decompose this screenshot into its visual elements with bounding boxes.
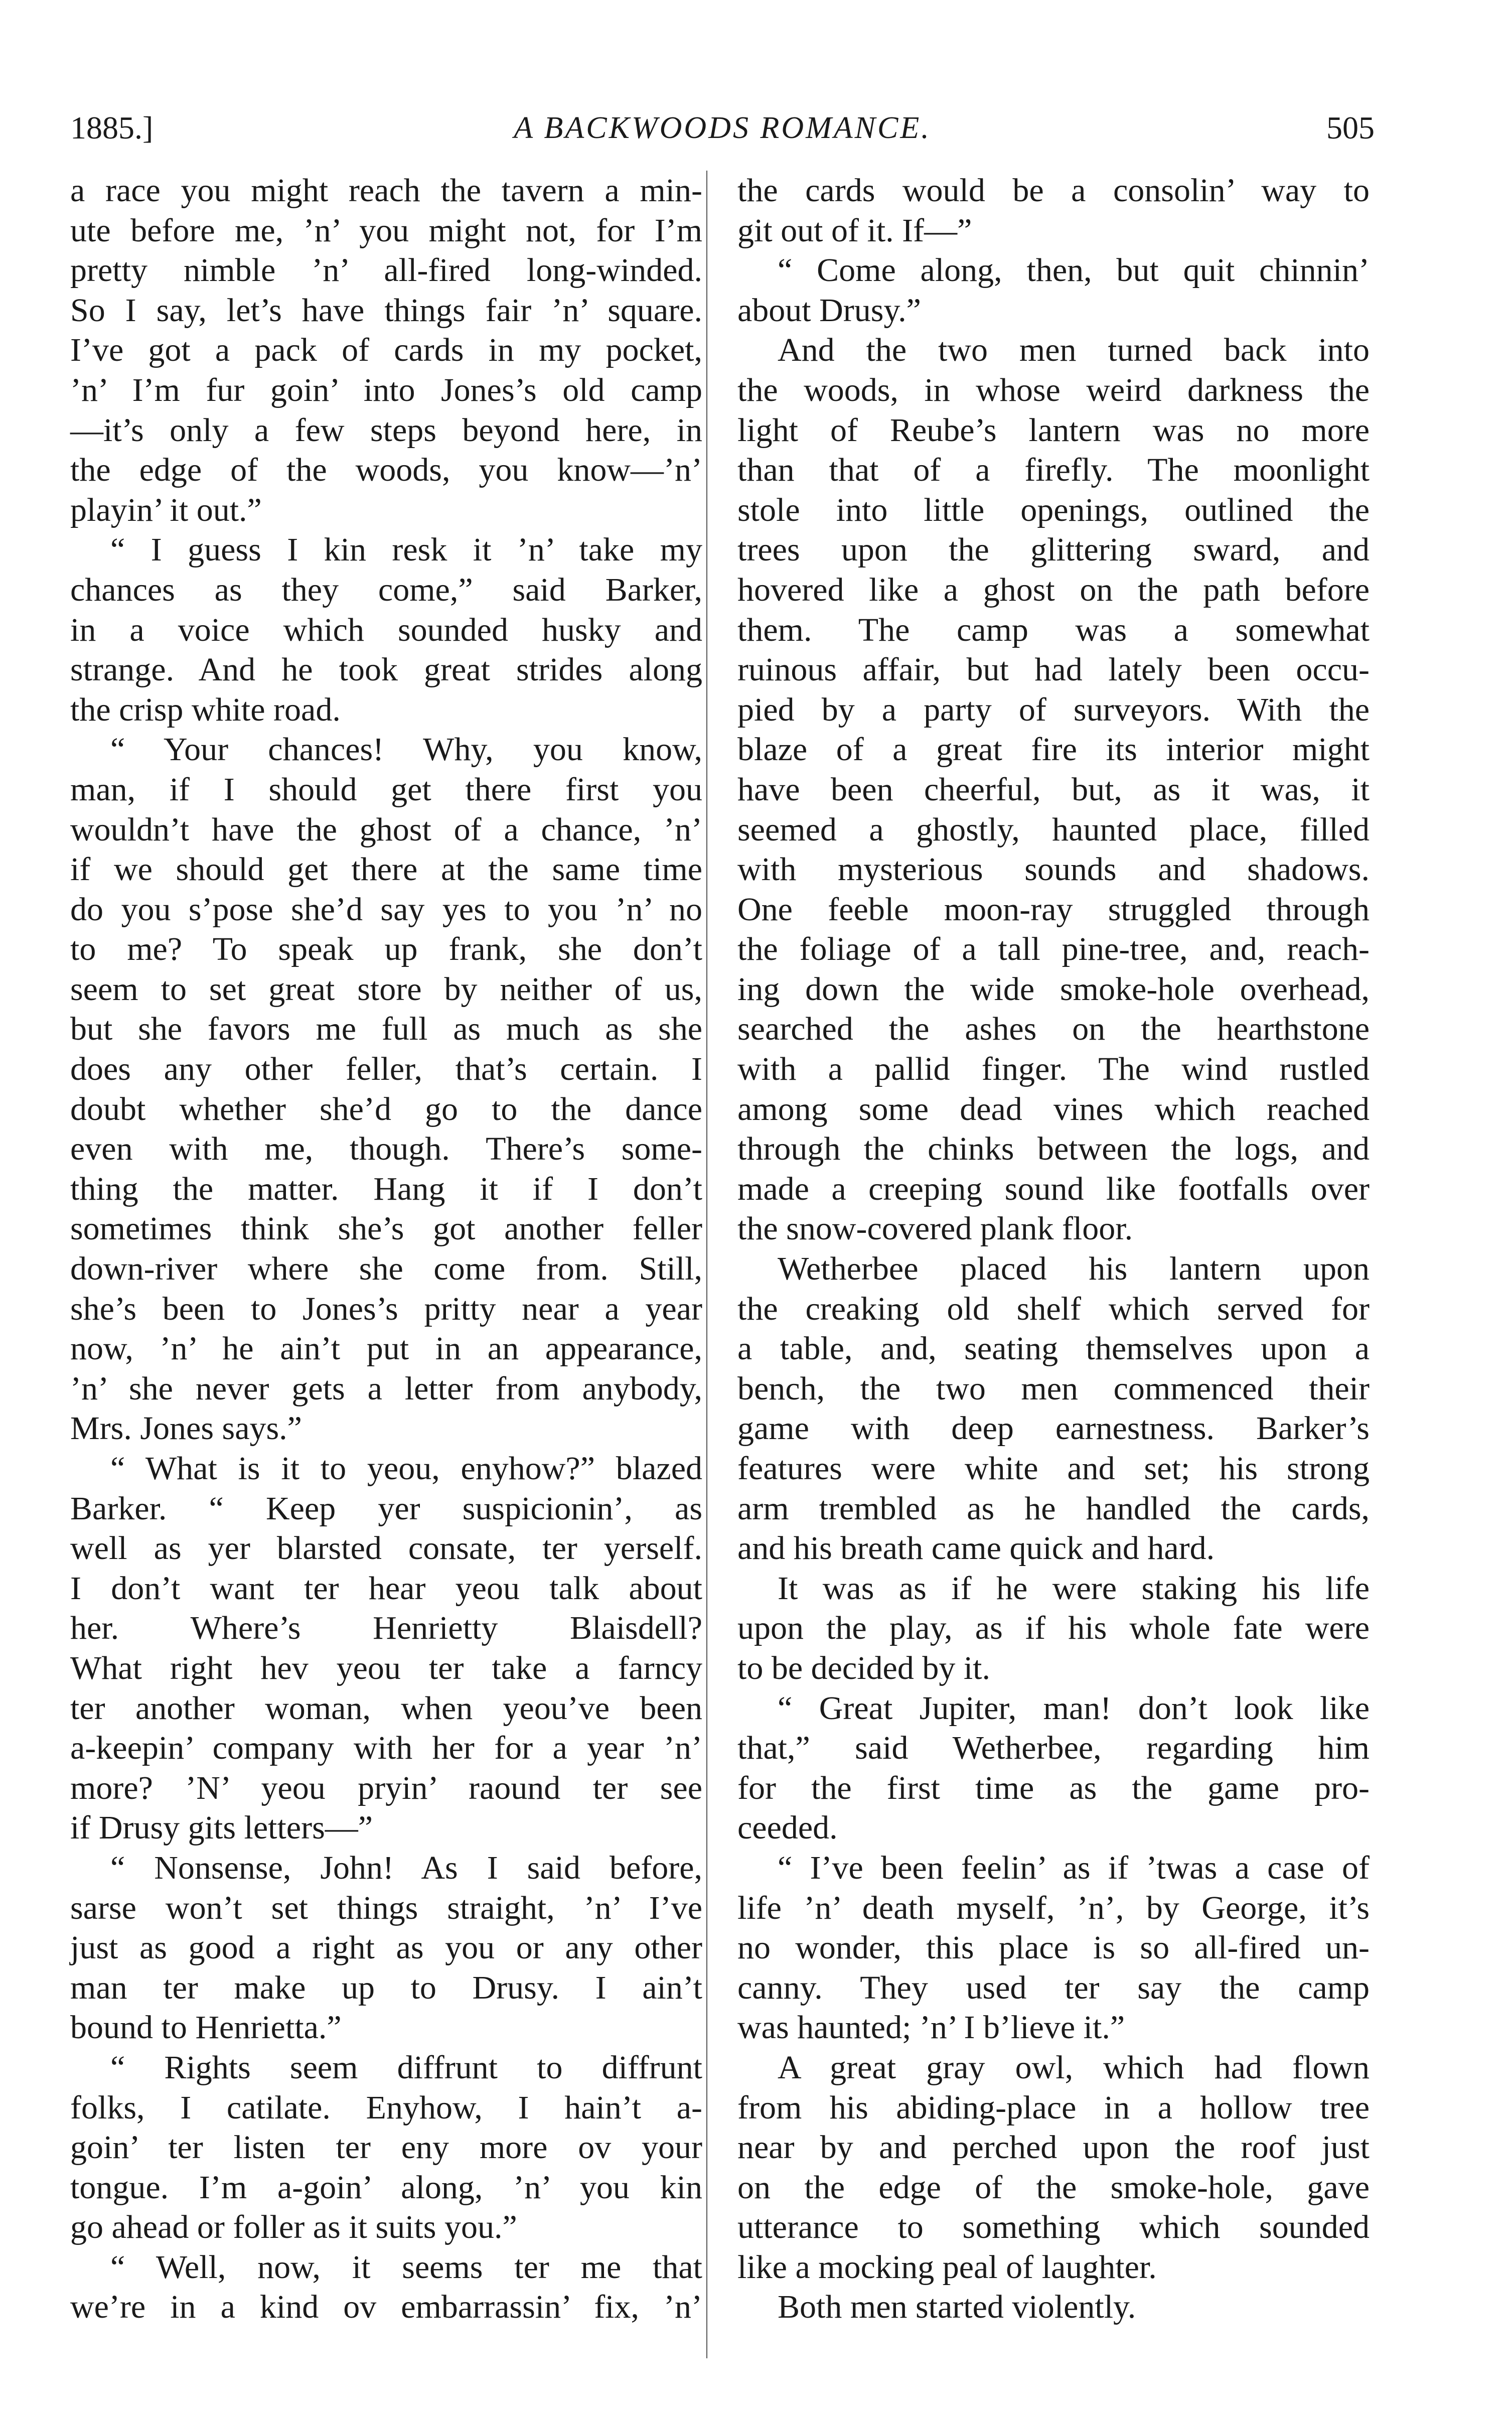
text-line: ’n’ she never gets a letter from anybody, xyxy=(70,1370,702,1407)
text-line: do you s’pose she’d say yes to you ’n’ no xyxy=(70,891,702,928)
text-line: the snow-covered plank floor. xyxy=(737,1210,1133,1247)
text-line: utterance to something which sounded xyxy=(737,2209,1370,2246)
text-line: I’ve got a pack of cards in my pocket, xyxy=(70,332,702,369)
text-line: in a voice which sounded husky and xyxy=(70,611,702,648)
text-line: man, if I should get there first you xyxy=(70,771,702,808)
page-number: 505 xyxy=(1326,110,1375,146)
text-line: strange. And he took great strides along xyxy=(70,651,702,688)
text-line: now, ’n’ he ain’t put in an appearance, xyxy=(70,1330,702,1367)
text-line: if Drusy gits letters—” xyxy=(70,1809,373,1847)
text-line: the foliage of a tall pine-tree, and, reach- xyxy=(737,931,1370,968)
text-line: A great gray owl, which had flown xyxy=(778,2049,1370,2086)
text-line: “ Nonsense, John! As I said before, xyxy=(110,1849,702,1886)
text-line: but she favors me full as much as she xyxy=(70,1011,702,1048)
text-line: the woods, in whose weird darkness the xyxy=(737,371,1370,408)
text-line: the edge of the woods, you know—’n’ xyxy=(70,452,702,489)
text-line: was haunted; ’n’ I b’lieve it.” xyxy=(737,2009,1125,2046)
text-line: stole into little openings, outlined the xyxy=(737,491,1370,528)
text-line: among some dead vines which reached xyxy=(737,1090,1370,1127)
text-line: than that of a firefly. The moonlight xyxy=(737,452,1370,489)
text-line: life ’n’ death myself, ’n’, by George, it’s xyxy=(737,1889,1370,1926)
text-line: seemed a ghostly, haunted place, filled xyxy=(737,811,1370,848)
text-line: that,” said Wetherbee, regarding him xyxy=(737,1730,1370,1767)
text-line: made a creeping sound like footfalls over xyxy=(737,1170,1370,1207)
text-line: “ I’ve been feelin’ as if ’twas a case of xyxy=(778,1849,1370,1886)
text-line: a table, and, seating themselves upon a xyxy=(737,1330,1370,1367)
text-line: ’n’ I’m fur goin’ into Jones’s old camp xyxy=(70,371,702,408)
text-line: the creaking old shelf which served for xyxy=(737,1290,1370,1327)
text-line: if we should get there at the same time xyxy=(70,851,702,888)
text-line: trees upon the glittering sward, and xyxy=(737,531,1370,569)
text-line: canny. They used ter say the camp xyxy=(737,1969,1370,2006)
text-line: goin’ ter listen ter eny more ov your xyxy=(70,2129,702,2166)
text-line: just as good a right as you or any other xyxy=(70,1929,702,1966)
text-line: for the first time as the game pro- xyxy=(737,1769,1370,1806)
text-line: “ What is it to yeou, enyhow?” blazed xyxy=(110,1450,702,1487)
left-column xyxy=(70,171,702,2327)
text-line: to be decided by it. xyxy=(737,1649,991,1686)
text-line: and his breath came quick and hard. xyxy=(737,1530,1215,1567)
text-line: her. Where’s Henrietty Blaisdell? xyxy=(70,1610,702,1647)
text-line: hovered like a ghost on the path before xyxy=(737,571,1370,608)
text-line: “ Rights seem diffrunt to diffrunt xyxy=(110,2049,702,2086)
text-line: more? ’N’ yeou pryin’ raound ter see xyxy=(70,1769,702,1806)
text-line: we’re in a kind ov embarrassin’ fix, ’n’ xyxy=(70,2289,702,2326)
text-line: tongue. I’m a-goin’ along, ’n’ you kin xyxy=(70,2169,702,2206)
text-line: “ I guess I kin resk it ’n’ take my xyxy=(110,531,702,569)
text-line: about Drusy.” xyxy=(737,292,921,329)
text-line: And the two men turned back into xyxy=(778,332,1370,369)
text-line: doubt whether she’d go to the dance xyxy=(70,1090,702,1127)
text-line: no wonder, this place is so all-fired un- xyxy=(737,1929,1370,1966)
text-line: game with deep earnestness. Barker’s xyxy=(737,1410,1370,1447)
text-line: pretty nimble ’n’ all-fired long-winded. xyxy=(70,252,702,289)
text-line: ute before me, ’n’ you might not, for I’m xyxy=(70,212,702,249)
text-line: a race you might reach the tavern a min- xyxy=(70,172,702,209)
text-line: from his abiding-place in a hollow tree xyxy=(737,2089,1370,2126)
text-line: One feeble moon-ray struggled through xyxy=(737,891,1370,928)
text-line: “ Great Jupiter, man! don’t look like xyxy=(778,1689,1370,1727)
text-line: So I say, let’s have things fair ’n’ square. xyxy=(70,292,702,329)
text-line: them. The camp was a somewhat xyxy=(737,611,1370,648)
text-line: chances as they come,” said Barker, xyxy=(70,571,702,608)
text-line: have been cheerful, but, as it was, it xyxy=(737,771,1370,808)
text-line: ing down the wide smoke-hole overhead, xyxy=(737,970,1370,1008)
text-line: like a mocking peal of laughter. xyxy=(737,2248,1157,2286)
text-line: “ Come along, then, but quit chinnin’ xyxy=(778,252,1370,289)
text-line: go ahead or foller as it suits you.” xyxy=(70,2209,517,2246)
text-line: down-river where she come from. Still, xyxy=(70,1250,702,1288)
text-line: arm trembled as he handled the cards, xyxy=(737,1490,1370,1527)
text-line: Both men started violently. xyxy=(778,2289,1136,2326)
text-line: upon the play, as if his whole fate were xyxy=(737,1610,1370,1647)
text-line: git out of it. If—” xyxy=(737,212,972,249)
text-line: bench, the two men commenced their xyxy=(737,1370,1370,1407)
running-head xyxy=(70,100,1375,156)
text-line: ceeded. xyxy=(737,1809,838,1847)
text-line: man ter make up to Drusy. I ain’t xyxy=(70,1969,702,2006)
text-line: playin’ it out.” xyxy=(70,491,262,528)
text-line: with a pallid finger. The wind rustled xyxy=(737,1051,1370,1088)
text-line: near by and perched upon the roof just xyxy=(737,2129,1370,2166)
text-line: thing the matter. Hang it if I don’t xyxy=(70,1170,702,1207)
text-line: folks, I catilate. Enyhow, I hain’t a- xyxy=(70,2089,702,2126)
text-line: What right hev yeou ter take a farncy xyxy=(70,1649,702,1686)
text-line: light of Reube’s lantern was no more xyxy=(737,411,1370,449)
text-line: wouldn’t have the ghost of a chance, ’n’ xyxy=(70,811,702,848)
right-column xyxy=(737,171,1370,2327)
text-line: features were white and set; his strong xyxy=(737,1450,1370,1487)
text-line: a-keepin’ company with her for a year ’n’ xyxy=(70,1730,702,1767)
text-line: with mysterious sounds and shadows. xyxy=(737,851,1370,888)
text-line: sarse won’t set things straight, ’n’ I’ve xyxy=(70,1889,702,1926)
text-line: the crisp white road. xyxy=(70,691,341,728)
text-line: on the edge of the smoke-hole, gave xyxy=(737,2169,1370,2206)
text-line: well as yer blarsted consate, ter yerself. xyxy=(70,1530,702,1567)
text-line: does any other feller, that’s certain. I xyxy=(70,1051,702,1088)
text-line: pied by a party of surveyors. With the xyxy=(737,691,1370,728)
text-line: Wetherbee placed his lantern upon xyxy=(778,1250,1370,1288)
text-line: the cards would be a consolin’ way to xyxy=(737,172,1370,209)
text-line: —it’s only a few steps beyond here, in xyxy=(70,411,702,449)
text-line: through the chinks between the logs, and xyxy=(737,1130,1370,1168)
header-title: A BACKWOODS ROMANCE. xyxy=(514,111,931,145)
text-line: Mrs. Jones says.” xyxy=(70,1410,302,1447)
text-line: to me? To speak up frank, she don’t xyxy=(70,931,702,968)
text-line: searched the ashes on the hearthstone xyxy=(737,1011,1370,1048)
header-year: 1885.] xyxy=(70,110,154,146)
text-line: sometimes think she’s got another feller xyxy=(70,1210,702,1247)
text-line: “ Well, now, it seems ter me that xyxy=(110,2248,702,2286)
text-line: blaze of a great fire its interior might xyxy=(737,731,1370,768)
text-line: bound to Henrietta.” xyxy=(70,2009,342,2046)
column-divider xyxy=(706,171,707,2358)
text-line: Barker. “ Keep yer suspicionin’, as xyxy=(70,1490,702,1527)
text-line: It was as if he were staking his life xyxy=(778,1570,1370,1607)
text-line: I don’t want ter hear yeou talk about xyxy=(70,1570,702,1607)
text-line: ter another woman, when yeou’ve been xyxy=(70,1689,702,1727)
text-line: she’s been to Jones’s pritty near a year xyxy=(70,1290,702,1327)
text-line: even with me, though. There’s some- xyxy=(70,1130,702,1168)
text-line: “ Your chances! Why, you know, xyxy=(110,731,702,768)
text-line: seem to set great store by neither of us, xyxy=(70,970,702,1008)
text-line: ruinous affair, but had lately been occu- xyxy=(737,651,1370,688)
